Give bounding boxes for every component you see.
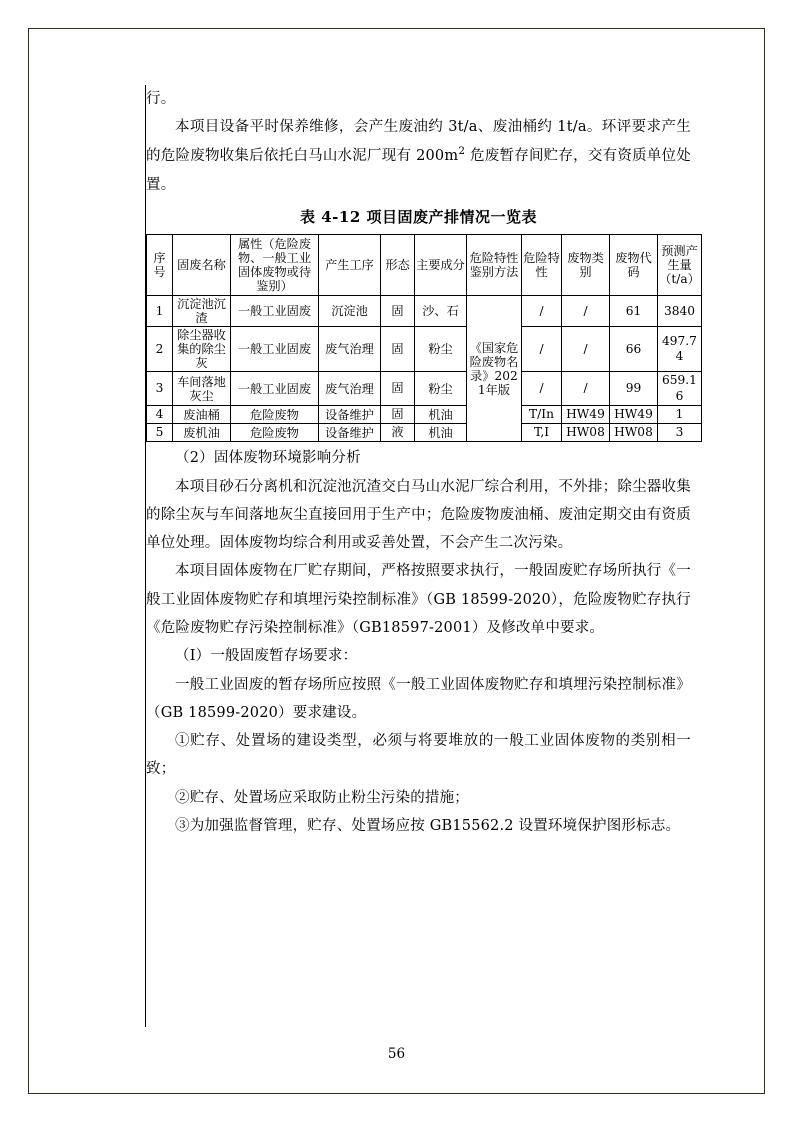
cell-name: 废油桶 (173, 405, 231, 423)
cell-code: 61 (610, 296, 658, 327)
cell-no: 4 (147, 405, 173, 423)
cell-attribute: 危险废物 (231, 424, 319, 442)
cell-name: 废机油 (173, 424, 231, 442)
paragraph-4: 本项目固体废物在厂贮存期间，严格按照要求执行，一般固废贮存场所执行《一般工业固体废物贮存和填埋污染控制标准》（GB 18599-2020），危险废物贮存执行《危险废物贮存污染控制标准》（GB18597-2001）及修改单中要求。 (146, 563, 691, 637)
cell-category: / (562, 327, 610, 372)
cell-composition: 沙、石 (415, 296, 467, 327)
cell-code: HW49 (610, 405, 658, 423)
paragraph-5: （I）一般固废暂存场要求： (175, 648, 358, 665)
th-attribute: 属性（危险废物、一般工业固体废物或待鉴别） (231, 235, 319, 296)
table-header-row (147, 235, 702, 296)
paragraph-2: （2）固体废物环境影响分析 (175, 450, 361, 467)
cell-no: 3 (147, 372, 173, 406)
cell-method: 《国家危险废物名录》2021年版 (467, 296, 522, 442)
cell-composition: 机油 (415, 424, 467, 442)
paragraph-1-text: 本项目设备平时保养维修，会产生废油约 3t/a、废油桶约 1t/a。环评要求产生的危险废物收集后依托白马山水泥厂现有 $200m^2$ 危废暂存间贮存，交有资质单位处置。 (146, 119, 691, 193)
cell-category: / (562, 296, 610, 327)
cell-code: 99 (610, 372, 658, 406)
th-method: 危险特性鉴别方法 (467, 235, 522, 296)
cell-name: 沉淀池沉渣 (173, 296, 231, 327)
cell-form: 液 (381, 424, 415, 442)
cell-no: 2 (147, 327, 173, 372)
th-composition: 主要成分 (415, 235, 467, 296)
cell-process: 设备维护 (319, 405, 381, 423)
cell-form: 固 (381, 296, 415, 327)
cell-code: HW08 (610, 424, 658, 442)
paragraph-3: 本项目砂石分离机和沉淀池沉渣交白马山水泥厂综合利用，不外排；除尘器收集的除尘灰与车间落地灰尘直接回用于生产中；危险废物废油桶、废油定期交由有资质单位处理。固体废物均综合利用或妥善处置，不会产生二次污染。 (146, 478, 691, 552)
cell-attribute: 一般工业固废 (231, 327, 319, 372)
cell-composition: 粉尘 (415, 327, 467, 372)
cell-category: HW08 (562, 424, 610, 442)
cell-hazard: / (522, 327, 562, 372)
cell-process: 废气治理 (319, 372, 381, 406)
solid-waste-table (146, 234, 702, 442)
table-row (147, 296, 702, 327)
paragraph-9: ③为加强监督管理，贮存、处置场应按 GB15562.2 设置环境保护图形标志。 (175, 817, 681, 834)
th-amount: 预测产生量（t/a） (658, 235, 702, 296)
cell-code: 66 (610, 327, 658, 372)
paragraph-8: ②贮存、处置场应采取防止粉尘污染的措施； (175, 789, 469, 806)
paragraph-6: 一般工业固废的暂存场所应按照《一般工业固体废物贮存和填埋污染控制标准》（GB 18599-2020）要求建设。 (146, 676, 691, 721)
cell-amount: 3840 (658, 296, 702, 327)
cell-amount: 659.16 (658, 372, 702, 406)
th-category: 废物类别 (562, 235, 610, 296)
cell-no: 5 (147, 424, 173, 442)
cell-form: 固 (381, 405, 415, 423)
th-form: 形态 (381, 235, 415, 296)
paragraph-1 (146, 113, 691, 199)
cell-amount: 3 (658, 424, 702, 442)
cell-no: 1 (147, 296, 173, 327)
cell-process: 设备维护 (319, 424, 381, 442)
cell-hazard: / (522, 372, 562, 406)
cell-attribute: 危险废物 (231, 405, 319, 423)
table-row (147, 327, 702, 372)
cell-hazard: / (522, 296, 562, 327)
cell-process: 沉淀池 (319, 296, 381, 327)
cell-composition: 粉尘 (415, 372, 467, 406)
table-row (147, 405, 702, 423)
cell-hazard: T,I (522, 424, 562, 442)
cell-attribute: 一般工业固废 (231, 296, 319, 327)
cell-form: 固 (381, 327, 415, 372)
th-code: 废物代码 (610, 235, 658, 296)
cell-amount: 1 (658, 405, 702, 423)
cell-process: 废气治理 (319, 327, 381, 372)
table-row (147, 424, 702, 442)
table-row (147, 372, 702, 406)
th-no: 序号 (147, 235, 173, 296)
cell-attribute: 一般工业固废 (231, 372, 319, 406)
cell-category: HW49 (562, 405, 610, 423)
th-hazard: 危险特性 (522, 235, 562, 296)
cell-hazard: T/In (522, 405, 562, 423)
paragraph-0: 行。 (146, 91, 176, 107)
paragraph-7: ①贮存、处置场的建设类型，必须与将要堆放的一般工业固体废物的类别相一致； (146, 733, 691, 778)
th-process: 产生工序 (319, 235, 381, 296)
page-number: 56 (387, 1046, 406, 1062)
cell-amount: 497.74 (658, 327, 702, 372)
cell-category: / (562, 372, 610, 406)
cell-form: 固 (381, 372, 415, 406)
cell-name: 除尘器收集的除尘灰 (173, 327, 231, 372)
cell-composition: 机油 (415, 405, 467, 423)
cell-name: 车间落地灰尘 (173, 372, 231, 406)
th-name: 固废名称 (173, 235, 231, 296)
page-content (146, 85, 700, 840)
table-caption: 表 4-12 项目固废产排情况一览表 (300, 207, 537, 226)
